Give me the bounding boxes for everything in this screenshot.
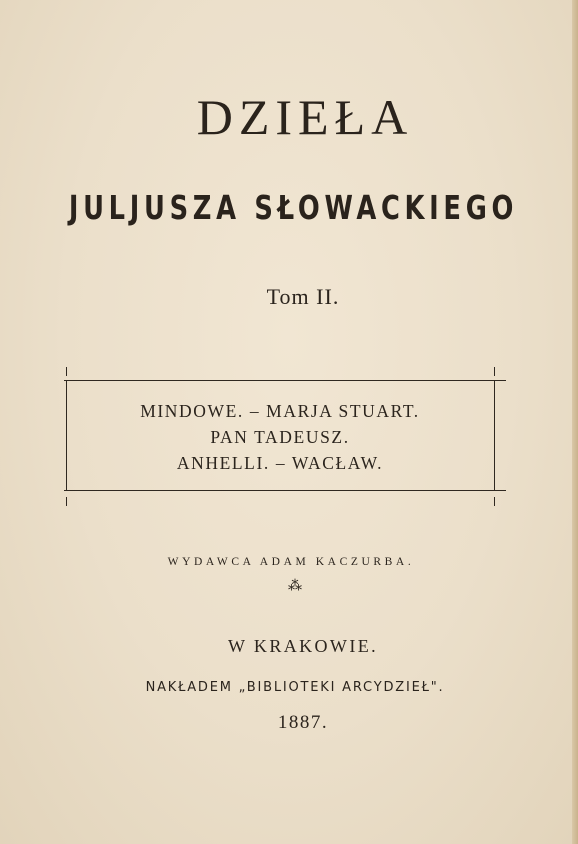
- contents-list: [66, 398, 494, 476]
- frame-tick: [494, 497, 495, 506]
- author-name: JULJUSZA SŁOWACKIEGO: [68, 188, 519, 227]
- volume-number: Tom II.: [266, 284, 340, 309]
- publication-place: W KRAKOWIE.: [227, 636, 379, 656]
- contents-line: PAN TADEUSZ.: [210, 427, 350, 447]
- frame-bottom-rule: [64, 490, 506, 491]
- frame-top-rule: [64, 380, 506, 381]
- ornament-icon: ⁂: [288, 578, 302, 594]
- work-title: DZIEŁA: [196, 89, 414, 145]
- contents-line: ANHELLI. – WACŁAW.: [176, 453, 384, 473]
- imprint-line: NAKŁADEM „BIBLIOTEKI ARCYDZIEŁ".: [145, 680, 445, 695]
- frame-right-rule: [494, 380, 495, 490]
- publisher-line: WYDAWCA ADAM KACZURBA.: [167, 556, 415, 568]
- frame-tick: [494, 367, 495, 376]
- contents-line: MINDOWE. – MARJA STUART.: [140, 401, 420, 421]
- publication-year: 1887.: [277, 712, 329, 733]
- frame-tick: [66, 497, 67, 506]
- frame-tick: [66, 367, 67, 376]
